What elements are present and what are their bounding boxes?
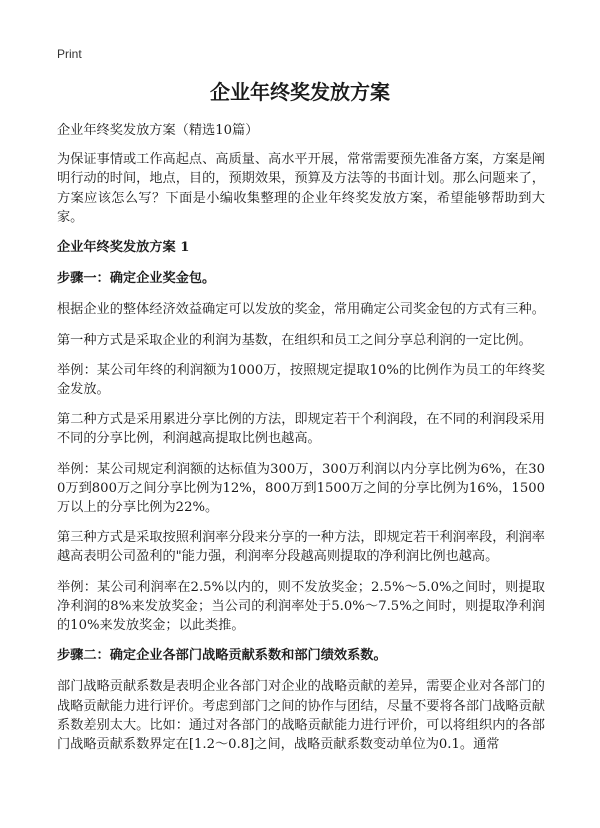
step-two-heading: 步骤二：确定企业各部门战略贡献系数和部门绩效系数。 bbox=[57, 648, 387, 664]
step-one-heading: 步骤一：确定企业奖金包。 bbox=[57, 271, 216, 287]
document-body bbox=[57, 121, 545, 765]
print-link[interactable]: Print bbox=[57, 47, 82, 61]
intro-paragraph: 为保证事情或工作高起点、高质量、高水平开展，常常需要预先准备方案，方案是阐明行动的时间，地点，目的，预期效果，预算及方法等的书面计划。那么问题来了，方案应该怎么写？下面是小编收集整理的企业年终奖发放方案，希望能够帮助到大家。 bbox=[57, 152, 545, 225]
paragraph: 根据企业的整体经济效益确定可以发放的奖金，常用确定公司奖金包的方式有三种。 bbox=[57, 302, 545, 318]
paragraph: 部门战略贡献系数是表明企业各部门对企业的战略贡献的差异，需要企业对各部门的战略贡献能力进行评价。考虑到部门之间的协作与团结，尽量不要将各部门战略贡献系数差别太大。比如：通过对各部门的战略贡献能力进行评价，可以将组织内的各部门战略贡献系数界定在[1.2～0.8]之间，战略贡献系数变动单位为0.1。通常 bbox=[57, 679, 545, 753]
paragraph: 举例：某公司利润率在2.5%以内的，则不发放奖金；2.5%～5.0%之间时，则提取净利润的8%来发放奖金；当公司的利润率处于5.0%～7.5%之间时，则提取净利润的10%来发放奖金；以此类推。 bbox=[57, 579, 545, 634]
paragraph: 第二种方式是采用累进分享比例的方法，即规定若干个利润段，在不同的利润段采用不同的分享比例，利润越高提取比例也越高。 bbox=[57, 412, 545, 447]
document-title: 企业年终奖发放方案 bbox=[210, 80, 390, 104]
section-heading: 企业年终奖发放方案 1 bbox=[57, 240, 190, 256]
paragraph: 举例：某公司规定利润额的达标值为300万，300万利润以内分享比例为6%，在300万到800万之间分享比例为12%，800万到1500万之间的分享比例为16%，1500万以上的分享比例为22%。 bbox=[57, 461, 545, 516]
document-subtitle: 企业年终奖发放方案（精选10篇） bbox=[57, 123, 259, 138]
paragraph: 第一种方式是采取企业的利润为基数，在组织和员工之间分享总利润的一定比例。 bbox=[57, 332, 532, 348]
paragraph: 第三种方式是采取按照利润率分段来分享的一种方法，即规定若干利润率段，利润率越高表明公司盈利的"能力强，利润率分段越高则提取的净利润比例也越高。 bbox=[57, 530, 545, 565]
paragraph: 举例：某公司年终的利润额为1000万，按照规定提取10%的比例作为员工的年终奖金发放。 bbox=[57, 362, 545, 398]
